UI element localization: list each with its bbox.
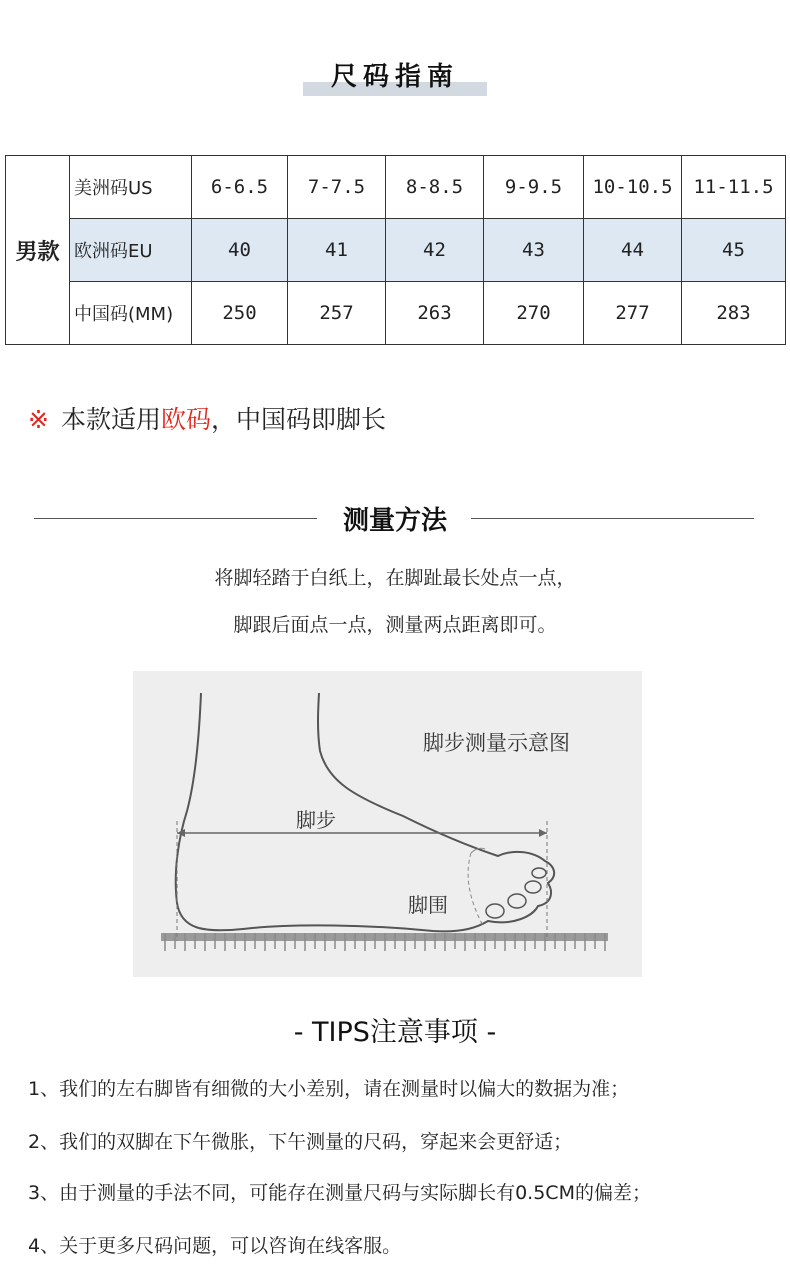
title-wrap: [0, 56, 790, 93]
reference-mark-icon: ※: [28, 405, 49, 434]
tips-title: - TIPS注意事项 -: [293, 1017, 497, 1048]
tip-item: 4、关于更多尺码问题，可以咨询在线客服。: [28, 1235, 402, 1257]
size-note: [28, 400, 386, 436]
table-cell: 42: [386, 219, 484, 282]
measure-title: 测量方法: [342, 506, 447, 536]
table-cell: 44: [584, 219, 682, 282]
table-cell: 257: [288, 282, 386, 345]
note-text-before: 本款适用: [60, 405, 161, 434]
diagram-girth-label: 脚围: [408, 893, 448, 917]
table-cell: 8-8.5: [386, 156, 484, 219]
table-cell: 9-9.5: [484, 156, 584, 219]
table-cell: 41: [288, 219, 386, 282]
table-row-eu: [6, 219, 786, 282]
tip-item: 3、由于测量的手法不同，可能存在测量尺码与实际脚长有0.5CM的偏差；: [28, 1182, 651, 1204]
table-cell: 283: [682, 282, 786, 345]
table-cell: 7-7.5: [288, 156, 386, 219]
table-row-cn: [6, 282, 786, 345]
row-label-us: 美洲码US: [70, 156, 192, 219]
table-cell: 43: [484, 219, 584, 282]
table-cell: 40: [192, 219, 288, 282]
note-highlight: 欧码: [160, 405, 211, 434]
row-label-eu: 欧洲码EU: [70, 219, 192, 282]
note-text-after: ，中国码即脚长: [210, 405, 386, 434]
foot-illustration: [133, 671, 642, 977]
table-cell: 277: [584, 282, 682, 345]
foot-diagram: [133, 671, 642, 977]
tip-item: 1、我们的左右脚皆有细微的大小差别，请在测量时以偏大的数据为准；: [28, 1078, 630, 1100]
measure-text-line1: 将脚轻踏于白纸上，在脚趾最长处点一点，: [214, 567, 576, 589]
table-cell: 11-11.5: [682, 156, 786, 219]
row-label-cn: 中国码(MM): [70, 282, 192, 345]
diagram-step-label: 脚步: [296, 808, 336, 832]
size-table: [5, 155, 786, 345]
table-cell: 10-10.5: [584, 156, 682, 219]
table-row-us: [6, 156, 786, 219]
table-cell: 250: [192, 282, 288, 345]
gender-cell: 男款: [6, 156, 70, 345]
table-cell: 45: [682, 219, 786, 282]
table-cell: 6-6.5: [192, 156, 288, 219]
table-cell: 263: [386, 282, 484, 345]
tip-item: 2、我们的双脚在下午微胀，下午测量的尺码，穿起来会更舒适；: [28, 1131, 573, 1153]
diagram-title: 脚步测量示意图: [423, 731, 570, 755]
measure-text-line2: 脚跟后面点一点，测量两点距离即可。: [233, 614, 557, 636]
table-cell: 270: [484, 282, 584, 345]
page-title: 尺码指南: [330, 62, 459, 92]
